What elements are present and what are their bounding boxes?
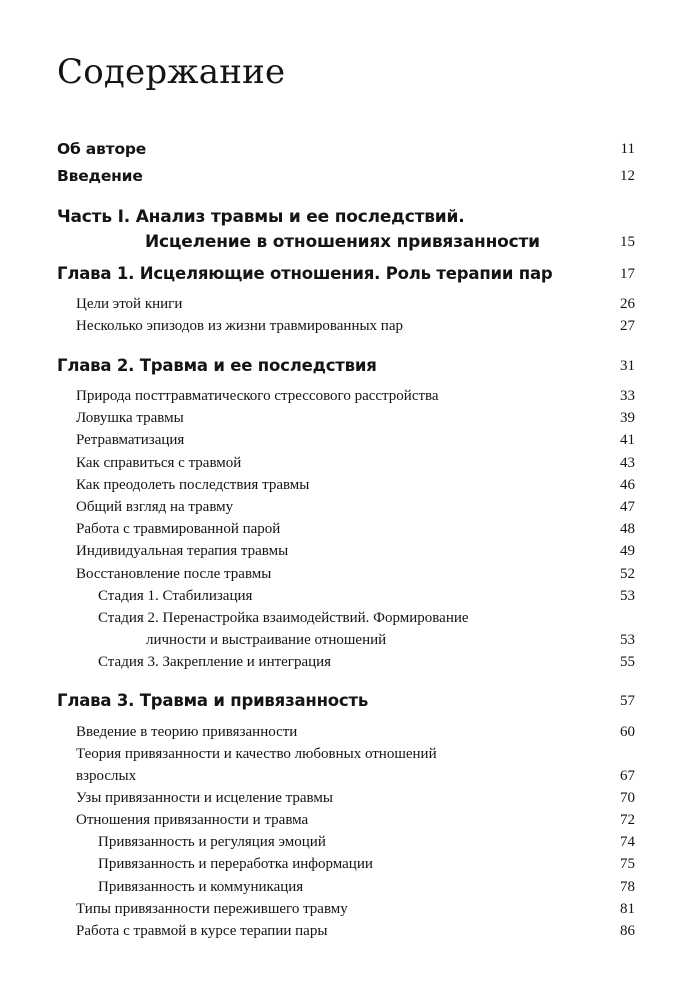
toc-entry-subsection[interactable] [57,651,635,673]
toc-entry-label-line-1: Стадия 2. Перенастройка взаимодействий. Формирование [98,610,469,626]
toc-page-number: 57 [620,693,635,709]
toc-entry-subsection[interactable] [57,876,635,898]
toc-page-number: 41 [620,432,635,448]
toc-page-number: 60 [620,724,635,740]
toc-entry-subsection[interactable] [57,831,635,853]
toc-page-number: 81 [620,901,635,917]
toc-entry-section[interactable] [57,920,635,942]
toc-entry-label: Ловушка травмы [76,410,184,426]
toc-page-number: 53 [620,588,635,604]
toc-entry-about-author[interactable] [57,138,635,160]
page-title: Содержание [57,52,286,92]
toc-page-number: 27 [620,318,635,334]
toc-entry-label-line-2: взрослых [76,768,137,784]
toc-page-number: 31 [620,358,635,374]
toc-entry-label: Стадия 3. Закрепление и интеграция [98,654,332,670]
toc-entry-label: Работа с травмой в курсе терапии пары [76,923,328,939]
toc-entry-label: Введение в теорию привязанности [76,724,298,740]
toc-page-number: 70 [620,790,635,806]
toc-page-number: 67 [620,768,635,784]
toc-entry-label-line-2: Исцеление в отношениях привязанности [145,232,540,252]
toc-entry-section[interactable] [57,452,635,474]
toc-entry-label: Как справиться с травмой [76,455,242,471]
toc-entry-label: Как преодолеть последствия травмы [76,477,310,493]
toc-entry-label: Узы привязанности и исцеление травмы [76,790,333,806]
toc-page-number: 55 [620,654,635,670]
toc-entry-label: Несколько эпизодов из жизни травмированных пар [76,318,403,334]
toc-page-number: 46 [620,477,635,493]
toc-entry-subsection[interactable] [57,585,635,607]
toc-entry-section[interactable] [57,474,635,496]
toc-entry-section[interactable] [57,563,635,585]
toc-entry-label-line-1: Часть I. Анализ травмы и ее последствий. [57,207,465,227]
toc-entry-label-line-2: личности и выстраивание отношений [146,632,387,648]
toc-entry-label: Привязанность и коммуникация [98,879,304,895]
toc-entry-section[interactable] [57,898,635,920]
toc-entry-label: Об авторе [57,140,147,158]
toc-entry-label: Индивидуальная терапия травмы [76,543,289,559]
toc-page-number: 17 [620,266,635,282]
toc-entry-section[interactable] [57,315,635,337]
toc-page-number: 39 [620,410,635,426]
toc-page-number: 47 [620,499,635,515]
toc-entry-label: Работа с травмированной парой [76,521,281,537]
toc-entry-section[interactable] [57,809,635,831]
toc-page-number: 12 [620,168,635,184]
toc-entry-label: Привязанность и переработка информации [98,856,373,872]
toc-entry-label: Глава 1. Исцеляющие отношения. Роль терапии пар [57,264,553,283]
toc-page-number: 75 [620,856,635,872]
toc-page-number: 74 [620,834,635,850]
toc-entry-label: Введение [57,167,143,185]
toc-page-number: 49 [620,543,635,559]
toc-entry-label: Ретравматизация [76,432,185,448]
toc-entry-section[interactable] [57,721,635,743]
toc-page-number: 43 [620,455,635,471]
toc-entry-introduction[interactable] [57,165,635,187]
toc-entry-section[interactable] [57,787,635,809]
toc-entry-section[interactable] [57,743,635,787]
toc-entry-subsection[interactable] [57,607,635,651]
toc-page-number: 15 [620,234,635,250]
toc-entry-part-1[interactable] [57,205,635,255]
toc-page-number: 86 [620,923,635,939]
toc-entry-chapter-2[interactable] [57,355,635,377]
toc-entry-section[interactable] [57,518,635,540]
toc-entry-subsection[interactable] [57,853,635,875]
toc-entry-section[interactable] [57,429,635,451]
toc-page-number: 33 [620,388,635,404]
toc-page-number: 52 [620,566,635,582]
toc-page [57,0,637,1000]
toc-entry-section[interactable] [57,293,635,315]
toc-entry-section[interactable] [57,385,635,407]
toc-entry-chapter-1[interactable] [57,263,635,285]
toc-entry-label: Стадия 1. Стабилизация [98,588,253,604]
toc-entry-section[interactable] [57,540,635,562]
toc-entry-label: Привязанность и регуляция эмоций [98,834,326,850]
toc-entry-section[interactable] [57,407,635,429]
toc-entry-label: Глава 3. Травма и привязанность [57,691,369,710]
toc-page-number: 78 [620,879,635,895]
toc-entry-label: Отношения привязанности и травма [76,812,309,828]
toc-entry-chapter-3[interactable] [57,690,635,712]
toc-entry-label: Восстановление после травмы [76,566,272,582]
toc-page-number: 53 [620,632,635,648]
toc-page-number: 26 [620,296,635,312]
toc-entry-label: Глава 2. Травма и ее последствия [57,356,377,375]
toc-entry-section[interactable] [57,496,635,518]
toc-entry-label: Цели этой книги [76,296,183,312]
toc-entry-label: Природа посттравматического стрессового расстройства [76,388,439,404]
toc-page-number: 48 [620,521,635,537]
toc-page-number: 11 [620,141,635,157]
toc-entry-label: Типы привязанности пережившего травму [76,901,348,917]
toc-entry-label: Общий взгляд на травму [76,499,234,515]
toc-entry-label-line-1: Теория привязанности и качество любовных отношений [76,746,437,762]
toc-page-number: 72 [620,812,635,828]
